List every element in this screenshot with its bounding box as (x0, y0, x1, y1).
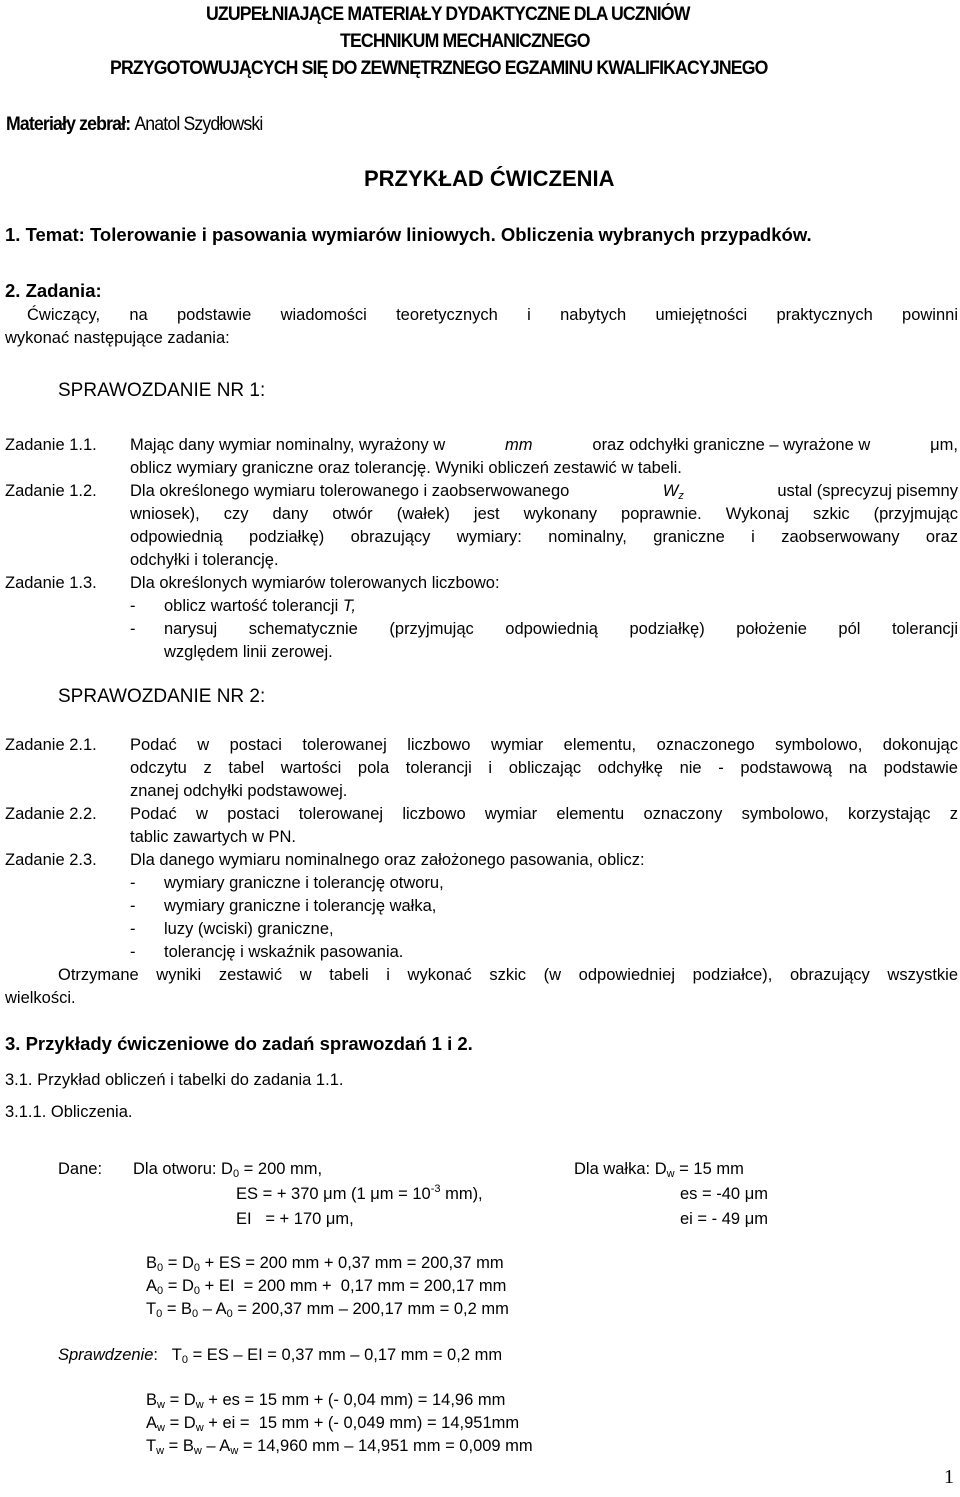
page-number: 1 (944, 1466, 954, 1488)
task-1-2-line-1 (130, 482, 958, 501)
section-3-heading: 3. Przykłady ćwiczeniowe do zadań sprawozdań 1 i 2. (5, 1033, 473, 1054)
task-1-1-text-b: oraz odchyłki graniczne – wyrażone w (592, 436, 871, 454)
task-1-1-line-1 (130, 436, 958, 455)
check-line: Sprawdzenie: $T_0$ = ES – EI = 0,37 mm – 0,17 mm = 0,2 mm (58, 1346, 503, 1366)
author-name: Anatol Szydłowski (134, 114, 263, 135)
header-line-2: TECHNIKUM MECHANICZNEGO (340, 31, 590, 52)
formula-aw: $A_w = D_w$ + ei = 15 mm + (- 0,049 mm) = 14,951mm (146, 1414, 520, 1434)
shaft-es: es = -40 μm (680, 1185, 768, 1203)
author-label: Materiały zebrał: (6, 114, 131, 135)
task-1-1-mm: mm (505, 436, 533, 454)
shaft-ei: ei = - 49 μm (680, 1210, 768, 1228)
hole-ei: EI = + 170 μm, (236, 1210, 354, 1228)
author-line (6, 114, 263, 136)
section-2-heading: 2. Zadania: (5, 280, 102, 301)
task-2-3-bullet-1: wymiary graniczne i tolerancję otworu, (164, 874, 444, 892)
section-1-heading: 1. Temat: Tolerowanie i pasowania wymiarów liniowych. Obliczenia wybranych przypadków. (5, 224, 812, 245)
task-2-1-line-2: odczytu z tabel wartości pola tolerancji i obliczając odchyłkę nie - podstawową na podstawie (130, 759, 958, 777)
formula-bw: $B_w = D_w$ + es = 15 mm + (- 0,04 mm) = 14,96 mm (146, 1391, 506, 1411)
task-2-1-line-1: Podać w postaci tolerowanej liczbowo wymiar elementu, oznaczonego symbolowo, dokonując (130, 736, 958, 754)
task-2-3-bullet-2-dash: - (130, 897, 136, 915)
task-1-2-line-4: odchyłki i tolerancję. (130, 551, 279, 569)
task-2-3-bullet-4: tolerancję i wskaźnik pasowania. (164, 943, 404, 961)
task-1-1-line-2: oblicz wymiary graniczne oraz tolerancję. Wyniki obliczeń zestawić w tabeli. (130, 459, 682, 477)
task-1-2-line-3: odpowiednią podziałkę) obrazujący wymiary: nominalny, graniczne i zaobserwowany oraz (130, 528, 958, 546)
formula-b0: $B_0 = D_0$ + ES = 200 mm + 0,37 mm = 200,37 mm (146, 1254, 504, 1274)
task-1-3-bullet-2-line-1: narysuj schematycznie (przyjmując odpowiednią podziałkę) położenie pól tolerancji (164, 620, 958, 638)
task-1-3-label: Zadanie 1.3. (5, 574, 97, 592)
section-2-intro-2: wykonać następujące zadania: (5, 329, 230, 347)
task-1-3-bullet-2-dash: - (130, 620, 136, 638)
task-2-3-bullet-3: luzy (wciski) graniczne, (164, 920, 334, 938)
task-1-1-um: μm, (930, 436, 958, 454)
section-3-1-heading: 3.1. Przykład obliczeń i tabelki do zadania 1.1. (5, 1071, 344, 1089)
header-line-3: PRZYGOTOWUJĄCYCH SIĘ DO ZEWNĘTRZNEGO EGZAMINU KWALIFIKACYJNEGO (110, 58, 768, 79)
task-2-3-bullet-3-dash: - (130, 920, 136, 938)
task-1-2-wz: $W_z$ (662, 482, 684, 502)
header-line-1: UZUPEŁNIAJĄCE MATERIAŁY DYDAKTYCZNE DLA UCZNIÓW (206, 4, 690, 25)
formula-t0: $T_0 = B_0 - A_0 = 200,37$ mm – 200,17 mm = 0,2 mm (146, 1300, 509, 1320)
shaft-nominal: Dla wałka: $D_w = 15$ mm (574, 1160, 744, 1180)
report-1-heading: SPRAWOZDANIE NR 1: (58, 380, 266, 401)
task-2-3-bullet-2: wymiary graniczne i tolerancję wałka, (164, 897, 437, 915)
task-1-2-label: Zadanie 1.2. (5, 482, 97, 500)
task-1-3-bullet-1-dash: - (130, 597, 136, 615)
task-2-2-label: Zadanie 2.2. (5, 805, 97, 823)
task-2-2-line-1: Podać w postaci tolerowanej liczbowo wymiar elementu oznaczony symbolowo, korzystając z (130, 805, 958, 823)
task-1-2-text-b: ustal (sprecyzuj pisemny (777, 482, 958, 500)
task-1-2-text-a: Dla określonego wymiaru tolerowanego i zaobserwowanego (130, 482, 570, 500)
summary-line-1: Otrzymane wyniki zestawić w tabeli i wykonać szkic (w odpowiedniej podziałce), obrazujący wszystkie (58, 966, 958, 984)
section-2-intro-1: Ćwiczący, na podstawie wiadomości teoretycznych i nabytych umiejętności praktycznych powinni (27, 306, 958, 324)
task-1-2-line-2: wniosek), czy dany otwór (wałek) jest wykonany poprawnie. Wykonaj szkic (przyjmując (130, 505, 958, 523)
task-2-1-label: Zadanie 2.1. (5, 736, 97, 754)
report-2-heading: SPRAWOZDANIE NR 2: (58, 686, 266, 707)
task-2-2-line-2: tablic zawartych w PN. (130, 828, 296, 846)
task-1-3-text: Dla określonych wymiarów tolerowanych liczbowo: (130, 574, 500, 592)
formula-tw: $T_w = B_w - A_w = 14,960$ mm – 14,951 mm = 0,009 mm (146, 1437, 533, 1457)
page-title: PRZYKŁAD ĆWICZENIA (364, 166, 615, 191)
task-1-1-label: Zadanie 1.1. (5, 436, 97, 454)
task-2-1-line-3: znanej odchyłki podstawowej. (130, 782, 348, 800)
hole-nominal: Dla otworu: $D_0 = 200$ mm, (133, 1160, 323, 1180)
given-label: Dane: (58, 1160, 103, 1178)
task-2-3-label: Zadanie 2.3. (5, 851, 97, 869)
formula-a0: $A_0 = D_0$ + EI = 200 mm + 0,17 mm = 200,17 mm (146, 1277, 507, 1297)
task-1-1-text-a: Mając dany wymiar nominalny, wyrażony w (130, 436, 446, 454)
task-1-3-bullet-1: oblicz wartość tolerancji T, (164, 597, 356, 615)
section-3-1-1-heading: 3.1.1. Obliczenia. (5, 1103, 133, 1121)
task-2-3-line-1: Dla danego wymiaru nominalnego oraz założonego pasowania, oblicz: (130, 851, 645, 869)
hole-es: ES = + 370 μm (1 $\mu m = 10^{-3}$ mm), (236, 1183, 483, 1203)
summary-line-2: wielkości. (5, 989, 76, 1007)
task-2-3-bullet-1-dash: - (130, 874, 136, 892)
task-1-3-bullet-2-line-2: względem linii zerowej. (164, 643, 333, 661)
task-2-3-bullet-4-dash: - (130, 943, 136, 961)
